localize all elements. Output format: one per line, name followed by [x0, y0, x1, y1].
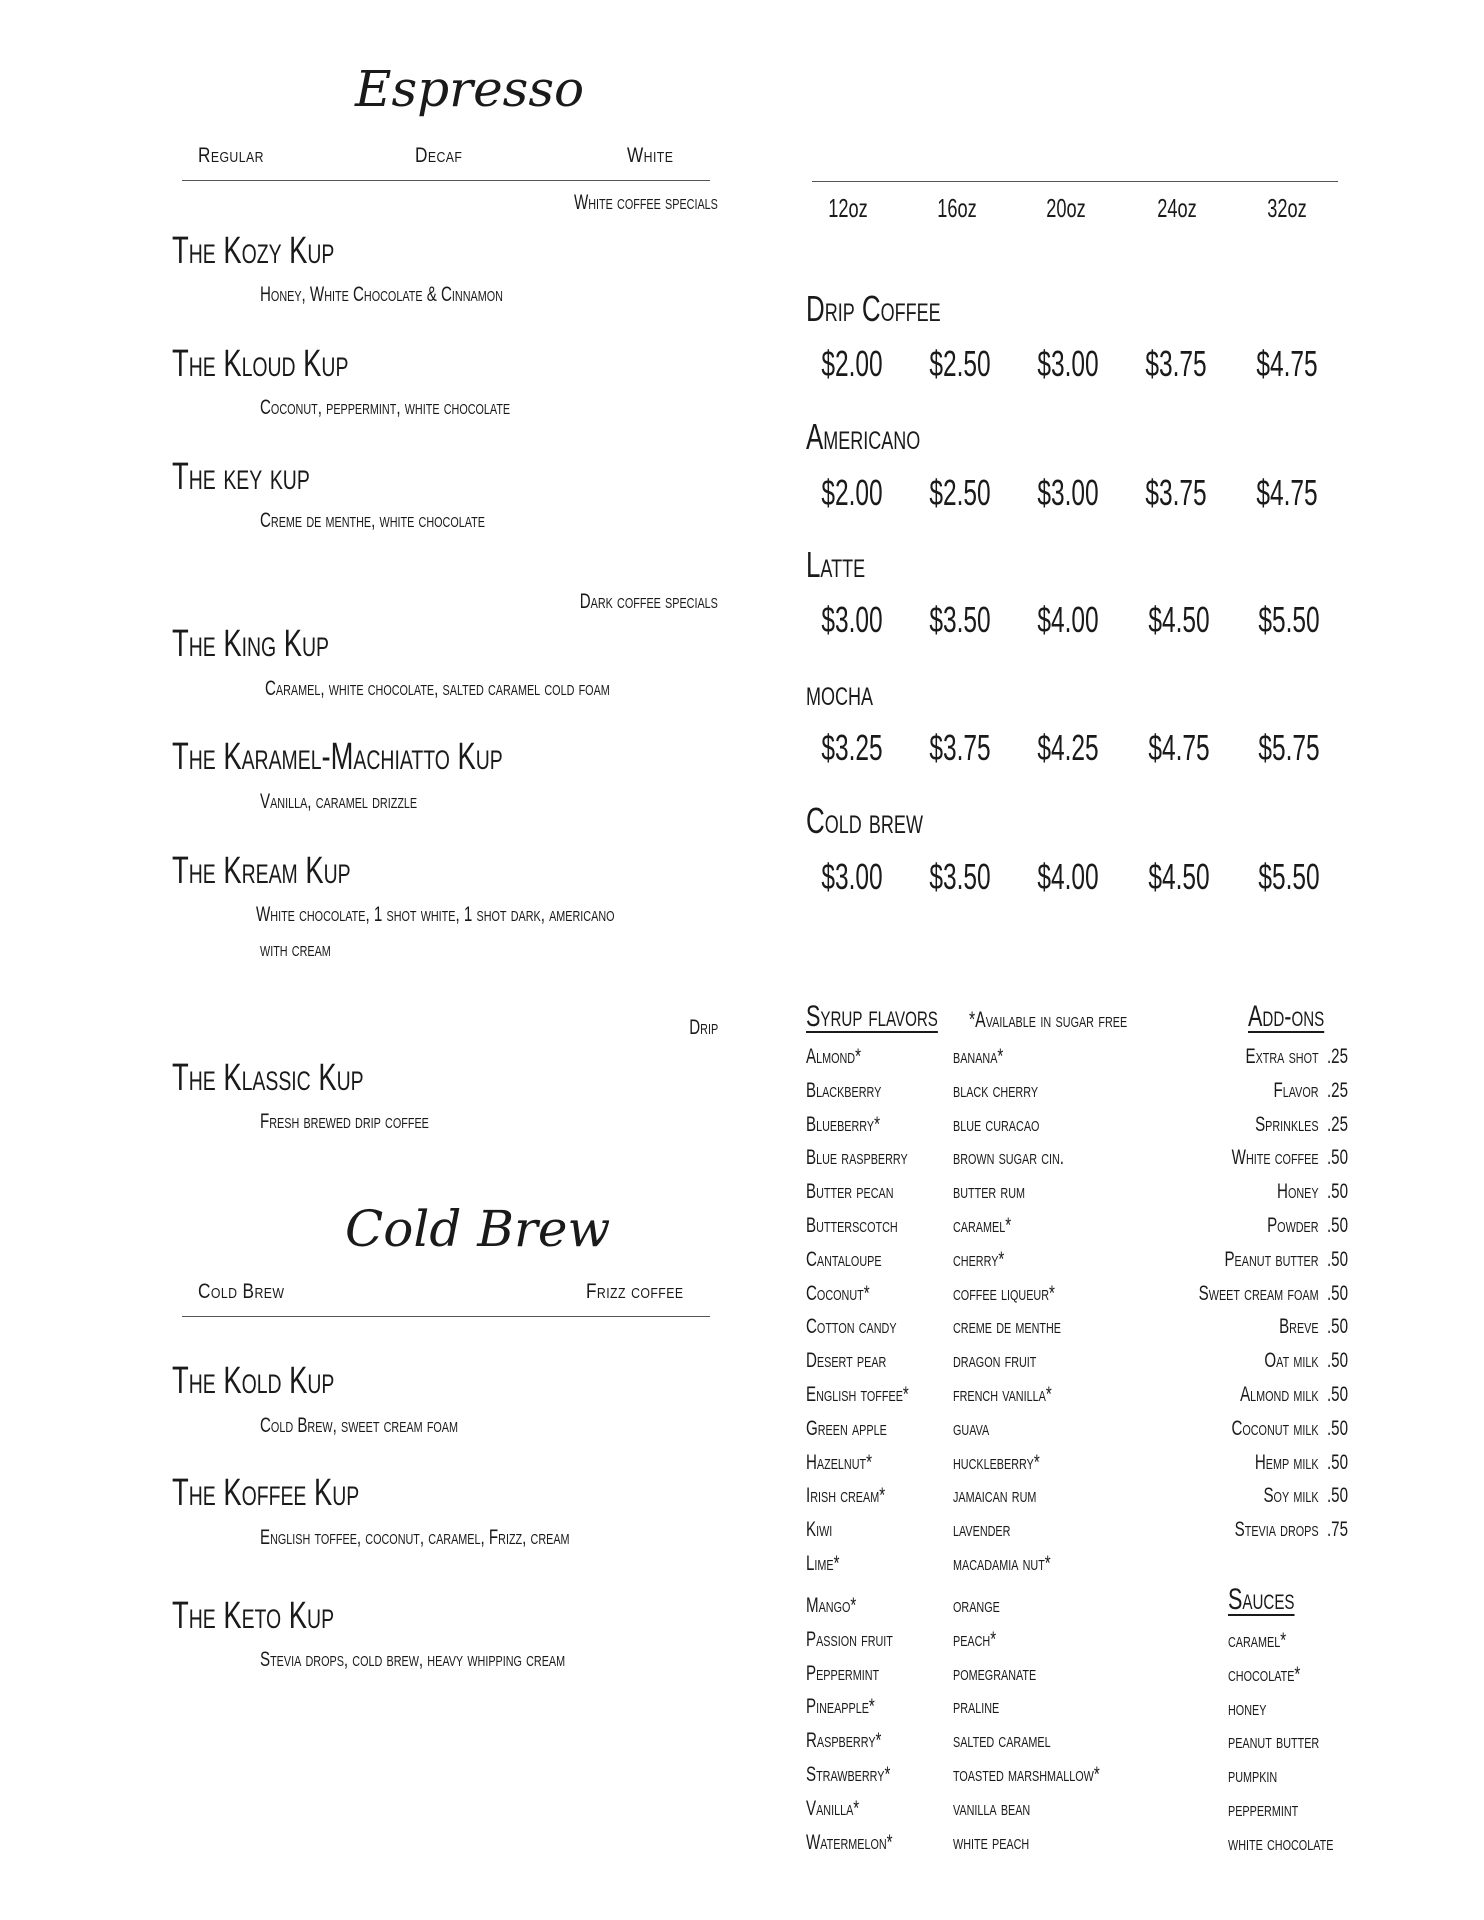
addon-item: Peanut butter .50: [1224, 1247, 1348, 1271]
list-item: orange: [953, 1593, 1000, 1617]
menu-item-name: The Kream Kup: [172, 850, 351, 892]
menu-item-name: The Koffee Kup: [172, 1472, 360, 1514]
list-item: butter rum: [953, 1180, 1025, 1204]
list-item: Blackberry: [806, 1078, 882, 1102]
list-item: Pineapple*: [806, 1695, 875, 1719]
drink-price: $4.50: [1148, 856, 1210, 897]
drink-name: Latte: [806, 544, 866, 585]
drink-price: $4.50: [1148, 599, 1210, 640]
drink-price: $3.75: [1145, 343, 1207, 384]
addon-item: Breve .50: [1279, 1315, 1348, 1339]
list-item: Almond*: [806, 1045, 861, 1068]
cold-brew-col-coldbrew: Cold Brew: [198, 1280, 285, 1303]
addon-item: Sprinkles .25: [1255, 1112, 1348, 1136]
list-item: peppermint: [1228, 1797, 1299, 1821]
syrup-flavors-title: Syrup flavors: [806, 1000, 938, 1033]
price-table-divider: [812, 181, 1338, 182]
list-item: Butterscotch: [806, 1213, 898, 1237]
drink-name: Americano: [806, 416, 921, 457]
size-header: 12oz: [828, 193, 868, 223]
list-item: Watermelon*: [806, 1830, 893, 1854]
list-item: Hazelnut*: [806, 1450, 873, 1474]
addon-item: Flavor .25: [1273, 1078, 1348, 1102]
addon-item: White coffee .50: [1231, 1146, 1348, 1170]
list-item: Blueberry*: [806, 1112, 881, 1136]
list-item: toasted marshmallow*: [953, 1762, 1100, 1786]
list-item: Lime*: [806, 1551, 840, 1575]
drink-price: $4.00: [1037, 856, 1099, 897]
drink-price: $4.75: [1256, 343, 1318, 384]
list-item: caramel*: [1228, 1629, 1287, 1652]
menu-item-name: The Keto Kup: [172, 1595, 335, 1637]
list-item: huckleberry*: [953, 1450, 1040, 1474]
list-item: french vanilla*: [953, 1382, 1052, 1406]
list-item: white chocolate: [1228, 1831, 1334, 1855]
addon-item: Stevia drops .75: [1234, 1518, 1348, 1542]
size-header: 20oz: [1046, 193, 1086, 223]
list-item: banana*: [953, 1045, 1004, 1068]
list-item: dragon fruit: [953, 1349, 1037, 1373]
drink-price: $4.00: [1037, 599, 1099, 640]
menu-item-desc: English toffee, coconut, caramel, Frizz, cream: [260, 1526, 570, 1549]
addons-list: [1088, 1045, 1348, 1552]
menu-item-name: The King Kup: [172, 623, 329, 665]
menu-item-name: The Karamel-Machiatto Kup: [172, 736, 503, 778]
cold-brew-divider: [182, 1316, 710, 1317]
menu-item-desc: Creme de menthe, white chocolate: [260, 509, 485, 532]
list-item: macadamia nut*: [953, 1551, 1051, 1575]
drink-price: $2.00: [821, 343, 883, 384]
list-item: Raspberry*: [806, 1729, 882, 1753]
menu-item-name: The key kup: [172, 456, 310, 498]
drink-price: $2.50: [929, 472, 991, 513]
list-item: Coconut*: [806, 1281, 870, 1305]
list-item: salted caramel: [953, 1729, 1051, 1753]
dark-specials-label: Dark coffee specials: [579, 590, 718, 613]
list-item: peanut butter: [1228, 1730, 1320, 1754]
drink-price: $3.25: [821, 727, 883, 768]
menu-item-name: The Kold Kup: [172, 1360, 335, 1402]
drink-name: Cold brew: [806, 800, 923, 841]
list-item: guava: [953, 1416, 990, 1440]
list-item: coffee liqueur*: [953, 1281, 1055, 1305]
list-item: Peppermint: [806, 1661, 880, 1685]
menu-item-name: The Klassic Kup: [172, 1057, 364, 1099]
cold-brew-col-frizz: Frizz coffee: [586, 1280, 684, 1303]
addon-item: Extra shot .25: [1245, 1045, 1348, 1068]
drink-price: $5.50: [1258, 856, 1320, 897]
addon-item: Oat milk .50: [1264, 1349, 1348, 1373]
list-item: Strawberry*: [806, 1762, 891, 1786]
list-item: chocolate*: [1228, 1662, 1301, 1686]
size-header: 16oz: [937, 193, 977, 223]
drink-price: $4.75: [1148, 727, 1210, 768]
menu-item-desc: Honey, White Chocolate & Cinnamon: [260, 283, 503, 306]
drink-price: $3.00: [821, 599, 883, 640]
espresso-col-white: White: [627, 144, 674, 167]
list-item: Passion fruit: [806, 1627, 893, 1651]
list-item: pumpkin: [1228, 1764, 1278, 1788]
drink-price: $3.00: [1037, 472, 1099, 513]
addon-item: Almond milk .50: [1240, 1382, 1348, 1406]
list-item: blue curacao: [953, 1112, 1040, 1136]
menu-item-desc: Vanilla, caramel drizzle: [260, 790, 418, 813]
menu-item-desc: Cold Brew, sweet cream foam: [260, 1414, 459, 1437]
drink-price: $3.50: [929, 856, 991, 897]
addon-item: Coconut milk .50: [1231, 1416, 1348, 1440]
addons-title: Add-ons: [1248, 1000, 1325, 1033]
menu-item-desc: Caramel, white chocolate, salted caramel cold foam: [265, 677, 610, 700]
drink-price: $2.50: [929, 343, 991, 384]
espresso-divider: [182, 180, 710, 181]
list-item: Butter pecan: [806, 1180, 894, 1204]
list-item: pomegranate: [953, 1661, 1037, 1685]
size-header: 32oz: [1267, 193, 1307, 223]
list-item: peach*: [953, 1627, 997, 1651]
drip-label: Drip: [689, 1016, 718, 1039]
addon-item: Soy milk .50: [1263, 1484, 1348, 1508]
menu-item-desc: White chocolate, 1 shot white, 1 shot dark, americano: [256, 903, 615, 926]
list-item: jamaican rum: [953, 1484, 1037, 1508]
drink-price: $3.75: [1145, 472, 1207, 513]
sauces-list: [1228, 1629, 1374, 1866]
list-item: Irish cream*: [806, 1484, 886, 1508]
list-item: vanilla bean: [953, 1796, 1031, 1820]
list-item: black cherry: [953, 1078, 1039, 1102]
list-item: Vanilla*: [806, 1796, 860, 1820]
drink-price: $5.50: [1258, 599, 1320, 640]
drink-price: $4.75: [1256, 472, 1318, 513]
addon-item: Hemp milk .50: [1254, 1450, 1348, 1474]
list-item: honey: [1228, 1696, 1267, 1720]
espresso-title: Espresso: [355, 60, 585, 118]
espresso-col-regular: Regular: [198, 144, 264, 167]
sauces-title: Sauces: [1228, 1583, 1295, 1616]
drink-price: $3.00: [1037, 343, 1099, 384]
addon-item: Powder .50: [1267, 1213, 1348, 1237]
size-header: 24oz: [1157, 193, 1197, 223]
list-item: English toffee*: [806, 1382, 909, 1406]
list-item: Green apple: [806, 1416, 887, 1440]
drink-price: $4.25: [1037, 727, 1099, 768]
menu-item-name: The Kloud Kup: [172, 343, 349, 385]
list-item: caramel*: [953, 1213, 1012, 1237]
menu-item-desc-cont: with cream: [260, 938, 331, 961]
menu-item-desc: Coconut, peppermint, white chocolate: [260, 396, 511, 419]
list-item: Cotton candy: [806, 1315, 897, 1339]
menu-item-desc: Fresh brewed drip coffee: [260, 1110, 429, 1133]
drink-price: $3.75: [929, 727, 991, 768]
list-item: Blue raspberry: [806, 1146, 908, 1170]
drink-price: $2.00: [821, 472, 883, 513]
list-item: praline: [953, 1695, 1000, 1719]
espresso-col-decaf: Decaf: [415, 144, 463, 167]
cold-brew-title: Cold Brew: [345, 1200, 611, 1258]
syrup-list-col1: [806, 1045, 949, 1864]
drink-name: Drip Coffee: [806, 288, 941, 329]
drink-name: mocha: [806, 672, 874, 713]
drink-price: $3.50: [929, 599, 991, 640]
list-item: Cantaloupe: [806, 1247, 882, 1271]
list-item: Desert pear: [806, 1349, 887, 1373]
list-item: lavender: [953, 1518, 1011, 1542]
menu-item-name: The Kozy Kup: [172, 230, 335, 272]
sugar-free-note: *Available in sugar free: [969, 1007, 1128, 1032]
list-item: Kiwi: [806, 1518, 833, 1542]
menu-item-desc: Stevia drops, cold brew, heavy whipping cream: [260, 1648, 566, 1671]
addon-item: Honey .50: [1277, 1180, 1348, 1204]
list-item: white peach: [953, 1830, 1030, 1854]
white-specials-label: White coffee specials: [574, 191, 718, 214]
list-item: Mango*: [806, 1593, 857, 1617]
list-item: brown sugar cin.: [953, 1146, 1065, 1170]
list-item: cherry*: [953, 1247, 1005, 1271]
list-item: creme de menthe: [953, 1315, 1062, 1339]
addon-item: Sweet cream foam .50: [1198, 1281, 1348, 1305]
drink-price: $5.75: [1258, 727, 1320, 768]
drink-price: $3.00: [821, 856, 883, 897]
